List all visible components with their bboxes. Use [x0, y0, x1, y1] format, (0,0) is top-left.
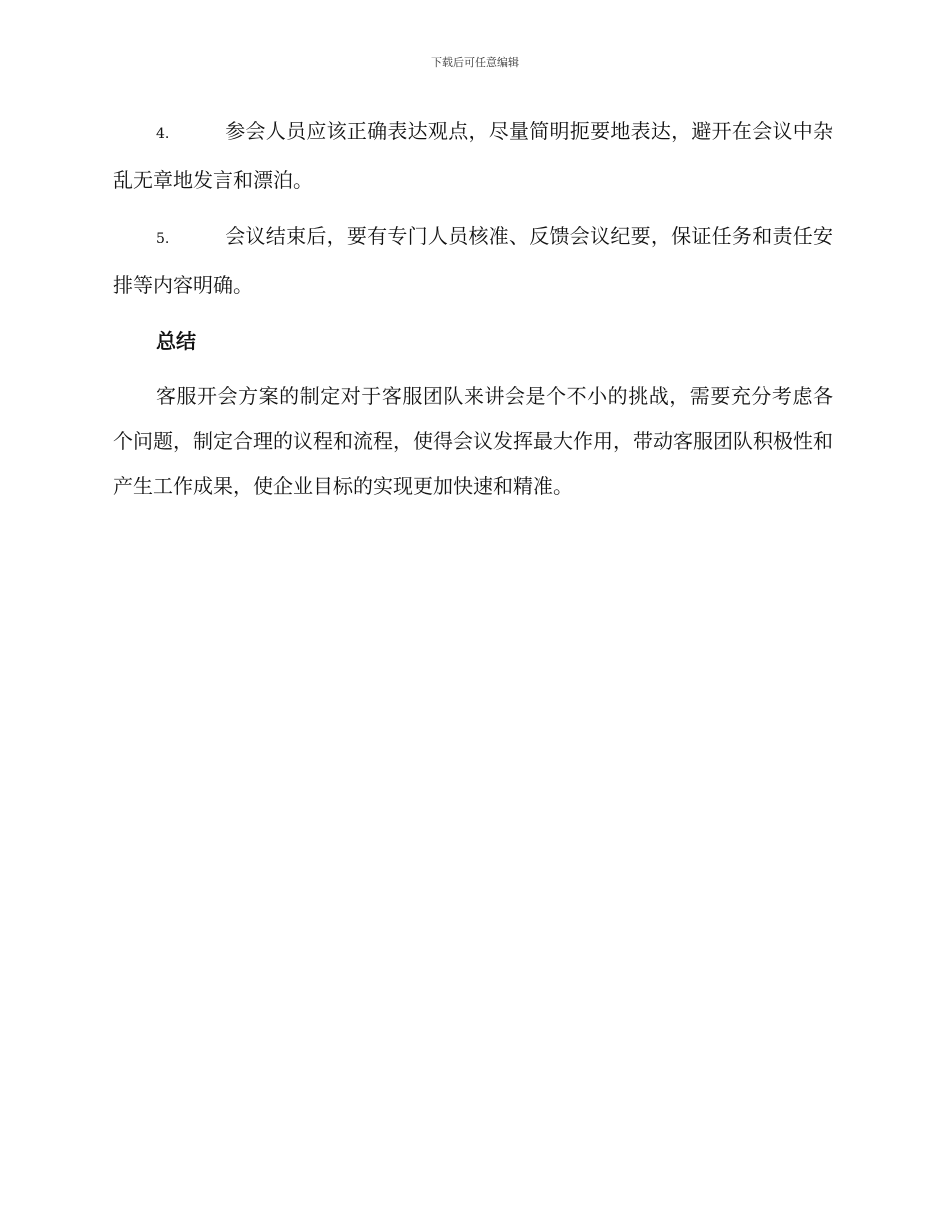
- list-item-number: 4.: [156, 126, 170, 142]
- header-note: 下载后可任意编辑: [431, 56, 519, 69]
- list-item-text: 会议结束后，要有专门人员核准、反馈会议纪要，保证任务和责任安排等内容明确。: [113, 224, 833, 297]
- list-item-text: 参会人员应该正确表达观点，尽量简明扼要地表达，避开在会议中杂乱无章地发言和漂泊。: [113, 119, 833, 192]
- list-item: [113, 108, 833, 203]
- section-title: 总结: [156, 329, 196, 353]
- document-body: [113, 108, 833, 509]
- list-item-number: 5.: [156, 231, 170, 247]
- summary-paragraph: 客服开会方案的制定对于客服团队来讲会是个不小的挑战，需要充分考虑各个问题，制定合理的议程和流程，使得会议发挥最大作用，带动客服团队积极性和产生工作成果，使企业目标的实现更加快速和精准。: [113, 384, 833, 498]
- list-item: [113, 213, 833, 308]
